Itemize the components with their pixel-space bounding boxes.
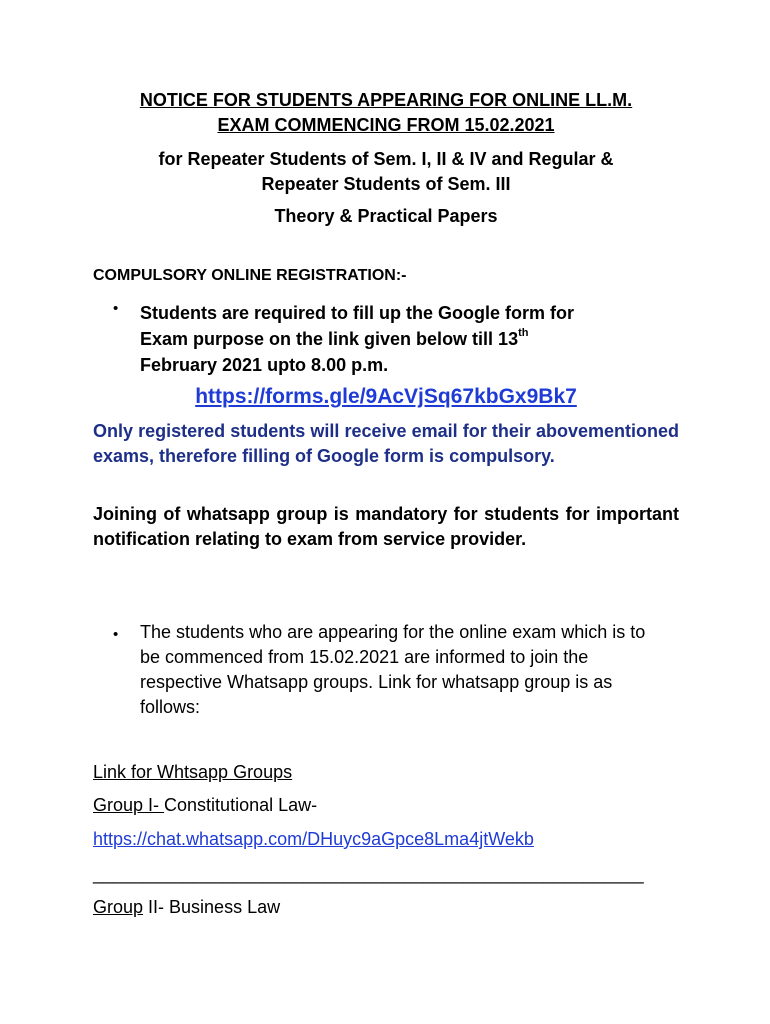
registration-instruction-line-2 <box>140 326 680 352</box>
notice-title-line-2: EXAM COMMENCING FROM 15.02.2021 <box>217 115 555 135</box>
bullet-icon: • <box>113 300 119 317</box>
group-1-entry <box>93 793 317 818</box>
group-1-whatsapp-link[interactable]: https://chat.whatsapp.com/DHuyc9aGpce8Lma4jtWekb <box>93 829 534 849</box>
group-1-label: Group I- <box>93 795 165 815</box>
registration-instruction-line-1: Students are required to fill up the Google form for <box>140 303 575 323</box>
theory-practical-heading: Theory & Practical Papers <box>274 206 498 226</box>
whatsapp-links-heading: Link for Whtsapp Groups <box>93 762 293 782</box>
bullet-icon: • <box>113 626 119 643</box>
registration-heading: COMPULSORY ONLINE REGISTRATION:- <box>93 267 407 284</box>
group-1-name: Constitutional Law- <box>164 795 318 815</box>
separator-line: _______________________________________________________ <box>93 864 644 884</box>
notice-subtitle-line-2: Repeater Students of Sem. III <box>261 174 511 194</box>
notice-subtitle <box>93 147 679 197</box>
notice-subtitle-line-1: for Repeater Students of Sem. I, II & IV and Regular & <box>158 149 614 169</box>
whatsapp-mandatory-notice: Joining of whatsapp group is mandatory for students for important notification relating to exam from service provider. <box>93 504 679 549</box>
registration-instruction-line-3: February 2021 upto 8.00 p.m. <box>140 355 389 375</box>
google-form-link[interactable]: https://forms.gle/9AcVjSq67kbGx9Bk7 <box>195 385 577 408</box>
ordinal-suffix: th <box>518 327 529 339</box>
registration-deadline-text: Exam purpose on the link given below till 13 <box>140 329 519 349</box>
group-2-entry <box>93 895 280 920</box>
group-2-name: II- Business Law <box>143 897 281 917</box>
notice-title-line-1: NOTICE FOR STUDENTS APPEARING FOR ONLINE LL.M. <box>139 90 633 110</box>
registered-students-notice: Only registered students will receive email for their abovementioned exams, therefore filling of Google form is compulsory. <box>93 421 679 466</box>
group-2-label: Group <box>93 897 144 917</box>
whatsapp-instruction: The students who are appearing for the online exam which is to be commenced from 15.02.2021 are informed to join the respective Whatsapp groups. Link for whatsapp group is as follows: <box>140 622 646 717</box>
notice-title <box>93 88 679 138</box>
registration-instruction <box>140 300 680 378</box>
